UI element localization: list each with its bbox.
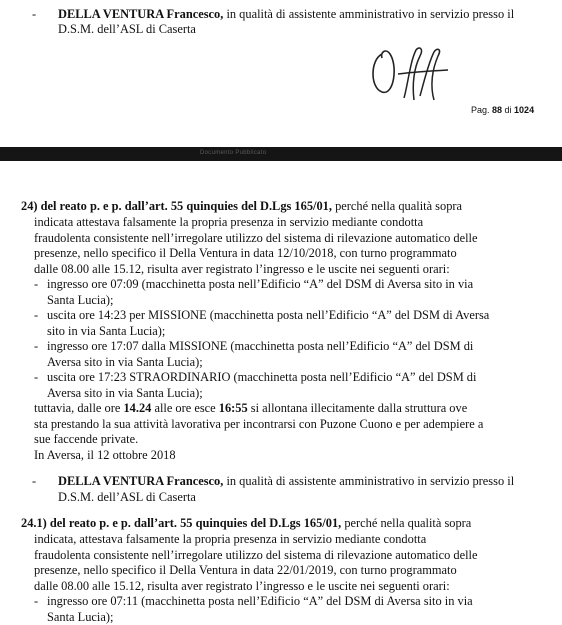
defendant-name: DELLA VENTURA Francesco, bbox=[58, 474, 224, 488]
page-88-footer-area bbox=[0, 0, 562, 146]
separator-label: Documento Pubblicato bbox=[200, 150, 267, 156]
intro-paragraph-2: DELLA VENTURA Francesco, in qualità di assistente amministrativo in servizio presso il D.S.M. dell’ASL di Caserta bbox=[58, 474, 515, 504]
item-24-body: indicata attestava falsamente la propria presenza in servizio mediante condotta fraudolenta consistente nell’irregolare utilizzo del sistema di rilevazione automatico delle presenze, nello specifico il Della Ventura in data 12/10/2018, con turno programmato dalle 08.00 alle 15.12, risulta aver registrato l’ingresso e le uscite nei seguenti orari: bbox=[34, 215, 478, 276]
bullet-dash: - bbox=[32, 474, 37, 488]
list-item: - uscita ore 14:23 per MISSIONE (macchinetta posta nell’Edificio “A” del DSM di Aversa sito in via Santa Lucia); bbox=[34, 308, 490, 338]
place-date: In Aversa, il 12 ottobre 2018 bbox=[34, 447, 176, 462]
page-separator-band bbox=[0, 147, 562, 161]
item-24-conclusion: tuttavia, dalle ore 14.24 alle ore esce 16:55 si allontana illecitamente dalla struttura ove sta prestando la sua attività lavorativa per incontrarsi con Puzone Cuono e per adempiere a sue faccende private. In Aversa, il 12 ottobre 2018 bbox=[34, 401, 528, 463]
item-24-1-heading: 24.1) del reato p. e p. dall’art. 55 quinquies del D.Lgs 165/01, perché nella qualità sopra bbox=[21, 516, 472, 530]
list-item: - ingresso ore 07:09 (macchinetta posta nell’Edificio “A” del DSM di Aversa sito in via Santa Lucia); bbox=[34, 277, 474, 307]
handwritten-signature bbox=[364, 44, 452, 102]
item-24-heading: 24) del reato p. e p. dall’art. 55 quinquies del D.Lgs 165/01, perché nella qualità sopra bbox=[21, 199, 463, 213]
item-24-1-body: indicata, attestava falsamente la propria presenza in servizio mediante condotta fraudolenta consistente nell’irregolare utilizzo del sistema di rilevazione automatico delle presenze, nello specifico il Della Ventura in data 22/01/2019, con turno programmato dalle 08.00 alle 15.12, risulta aver registrato l’ingresso e le uscite nei seguenti orari: bbox=[34, 532, 478, 593]
list-item: - ingresso ore 17:07 dalla MISSIONE (macchinetta posta nell’Edificio “A” del DSM di Aversa sito in via Santa Lucia); bbox=[34, 339, 474, 369]
list-item: - uscita ore 17:23 STRAORDINARIO (macchinetta posta nell’Edificio “A” del DSM di Aversa sito in via Santa Lucia); bbox=[34, 370, 477, 400]
bullet-dash: - bbox=[32, 7, 37, 21]
intro-paragraph: DELLA VENTURA Francesco, in qualità di assistente amministrativo in servizio presso il D.S.M. dell’ASL di Caserta bbox=[58, 7, 515, 36]
list-item: - ingresso ore 07:11 (macchinetta posta nell’Edificio “A” del DSM di Aversa sito in via Santa Lucia); bbox=[34, 594, 473, 624]
defendant-name: DELLA VENTURA Francesco, bbox=[58, 7, 224, 21]
page-number: Pag. 88 di 1024 bbox=[471, 105, 535, 115]
